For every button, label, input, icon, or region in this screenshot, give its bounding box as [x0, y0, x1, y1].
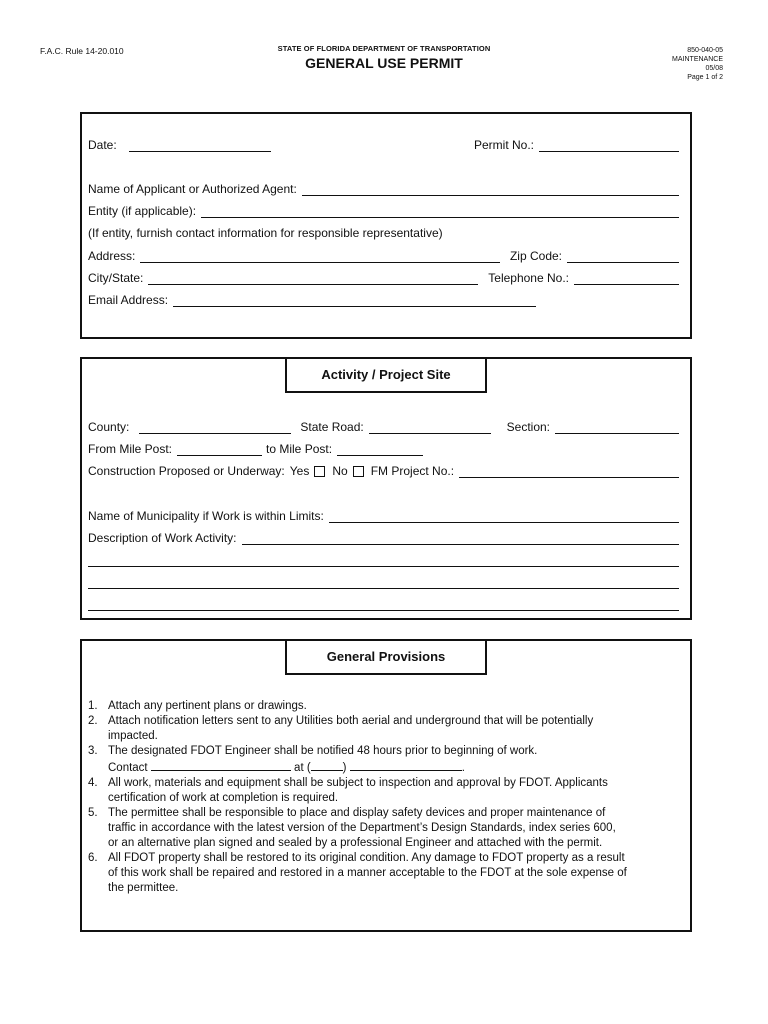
telephone-label: Telephone No.: — [488, 271, 569, 285]
page-title: GENERAL USE PERMIT — [305, 55, 463, 71]
city-state-field[interactable] — [148, 271, 478, 285]
provision-item: 4. All work, materials and equipment shall be subject to inspection and approval by FDOT. Applicants certification of work at completion is required. — [88, 777, 608, 804]
applicant-name-row — [88, 178, 679, 196]
rule-reference: F.A.C. Rule 14-20.010 — [40, 46, 124, 56]
from-mile-post-field[interactable] — [177, 442, 262, 456]
to-mile-post-label: to Mile Post: — [266, 442, 333, 456]
date-field[interactable] — [129, 138, 271, 152]
permit-no-field[interactable] — [539, 138, 679, 152]
city-state-row — [88, 267, 679, 285]
yes-checkbox[interactable] — [314, 466, 325, 477]
provisions-list — [88, 699, 628, 896]
provision-item: 2. Attach notification letters sent to any Utilities both aerial and underground that will be potentially impacted. — [88, 715, 594, 742]
no-checkbox[interactable] — [353, 466, 364, 477]
form-header — [0, 44, 768, 71]
contact-label: Contact — [108, 762, 148, 774]
county-road-section-row — [88, 416, 679, 434]
description-field[interactable] — [242, 531, 680, 545]
entity-note: (If entity, furnish contact information for responsible representative) — [88, 226, 443, 240]
activity-section — [80, 357, 692, 620]
form-revision: 05/08 — [705, 65, 723, 72]
municipality-label: Name of Municipality if Work is within Limits: — [88, 509, 324, 523]
zip-code-label: Zip Code: — [509, 249, 562, 263]
provision-item: 3. The designated FDOT Engineer shall be notified 48 hours prior to beginning of work. Contact at ( ) . — [88, 745, 538, 774]
description-line-2[interactable] — [88, 566, 679, 567]
zip-code-field[interactable] — [567, 249, 679, 263]
date-label: Date: — [88, 138, 117, 152]
email-row — [88, 289, 679, 307]
description-label: Description of Work Activity: — [88, 531, 237, 545]
provisions-section — [80, 639, 692, 932]
page-number: Page 1 of 2 — [687, 74, 723, 81]
provision-item: 1. Attach any pertinent plans or drawings. — [88, 700, 307, 712]
contact-name-field[interactable] — [151, 759, 291, 771]
no-label: No — [332, 464, 348, 478]
county-label: County: — [88, 420, 130, 434]
email-field[interactable] — [173, 293, 536, 307]
state-road-field[interactable] — [369, 420, 491, 434]
entity-field[interactable] — [201, 204, 679, 218]
county-field[interactable] — [139, 420, 291, 434]
permit-no-label: Permit No.: — [473, 138, 534, 152]
entity-note-row — [88, 222, 679, 240]
at-label: at ( — [294, 762, 311, 774]
municipality-field[interactable] — [329, 509, 679, 523]
provisions-section-title: General Provisions — [285, 639, 487, 675]
agency-name: STATE OF FLORIDA DEPARTMENT OF TRANSPORTATION — [277, 44, 491, 53]
provision-item: 5. The permittee shall be responsible to place and display safety devices and proper maintenance of traffic in accordance with the latest version of the Department’s Design Standards, index series 600, or an alternative plan signed and sealed by a professional Engineer and attached with the permit. — [88, 807, 616, 849]
email-label: Email Address: — [88, 293, 169, 307]
description-line-3[interactable] — [88, 588, 679, 589]
section-field[interactable] — [555, 420, 679, 434]
area-code-field[interactable] — [311, 759, 343, 771]
applicant-name-field[interactable] — [302, 182, 679, 196]
from-mile-post-label: From Mile Post: — [88, 442, 173, 456]
mile-post-row — [88, 438, 679, 456]
construction-label: Construction Proposed or Underway: — [88, 464, 285, 478]
address-row — [88, 245, 679, 263]
entity-label: Entity (if applicable): — [88, 204, 197, 218]
fm-project-field[interactable] — [459, 464, 679, 478]
applicant-section — [80, 112, 692, 339]
form-category: MAINTENANCE — [672, 56, 723, 63]
address-label: Address: — [88, 249, 136, 263]
construction-row — [88, 460, 679, 478]
section-label: Section: — [506, 420, 550, 434]
yes-label: Yes — [289, 464, 310, 478]
fm-project-label: FM Project No.: — [370, 464, 455, 478]
date-permit-row — [88, 134, 679, 152]
address-field[interactable] — [140, 249, 500, 263]
entity-row — [88, 200, 679, 218]
form-identifier — [672, 46, 723, 82]
contact-phone-field[interactable] — [350, 759, 462, 771]
municipality-row — [88, 505, 679, 523]
city-state-label: City/State: — [88, 271, 144, 285]
state-road-label: State Road: — [300, 420, 364, 434]
description-row — [88, 527, 679, 545]
activity-section-title: Activity / Project Site — [285, 357, 487, 393]
description-line-4[interactable] — [88, 610, 679, 611]
telephone-field[interactable] — [574, 271, 679, 285]
form-number: 850-040-05 — [687, 47, 723, 54]
provision-item: 6. All FDOT property shall be restored to its original condition. Any damage to FDOT property as a result of this work shall be repaired and restored in a manner acceptable to the FDOT at the sole expense of the permittee. — [88, 852, 627, 894]
applicant-name-label: Name of Applicant or Authorized Agent: — [88, 182, 297, 196]
to-mile-post-field[interactable] — [337, 442, 423, 456]
